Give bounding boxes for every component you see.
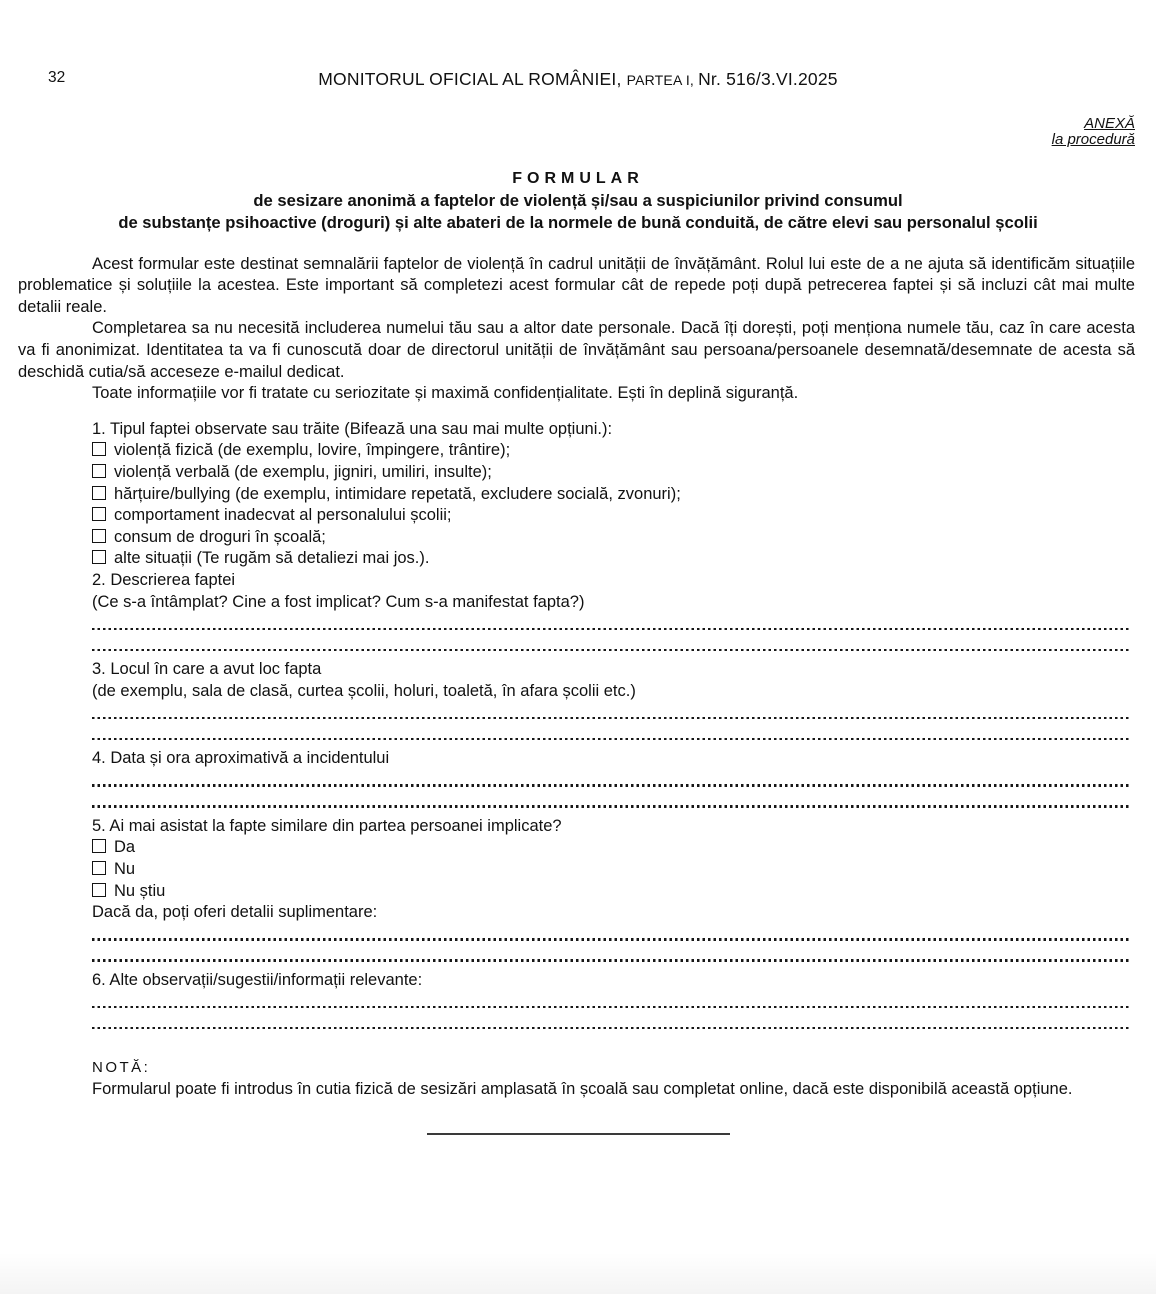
question-5-followup: Dacă da, poți oferi detalii suplimentare: [92, 903, 378, 922]
q1-option-label: hărțuire/bullying (de exemplu, intimidare repetată, excludere socială, zvonuri); [114, 484, 681, 503]
dotted-answer-line [92, 993, 1131, 1014]
annex-line-2: la procedură [1051, 130, 1135, 148]
gazette-title [0, 69, 1156, 90]
note-label: NOTĂ: [92, 1059, 151, 1077]
dotted-answer-line [92, 947, 1131, 968]
q1-option-label: alte situații (Te rugăm să detaliezi mai jos.). [114, 549, 430, 568]
form-subtitle-line2: de substanțe psihoactive (droguri) și alte abateri de la normele de bună conduită, de către elevi sau personalul școlii [118, 212, 1038, 232]
checkbox-icon [92, 839, 106, 853]
intro-paragraph-2: Completarea sa nu necesită includerea numelui tău sau a altor date personale. Dacă îți dorești, poți menționa numele tău, caz în care acesta va fi anonimizat. Identitatea ta va fi cunoscută doar de directorul unității de învățământ sau persoana/persoanele desemnată/desemnate de acesta să deschidă cutia/să acceseze e-mailul dedicat. [18, 319, 1135, 381]
q1-option-label: violență fizică (de exemplu, lovire, împingere, trântire); [114, 441, 511, 460]
q1-option-row [92, 505, 1131, 527]
checkbox-icon [92, 507, 106, 521]
form-body [92, 419, 1131, 1036]
dotted-answer-line [92, 636, 1131, 657]
q1-option-row [92, 484, 1131, 506]
q2-answer-area [92, 615, 1131, 657]
question-1-title: 1. Tipul faptei observate sau trăite (Bifează una sau mai multe opțiuni.): [92, 419, 613, 438]
q1-option-row [92, 527, 1131, 549]
q5-option-label: Nu știu [114, 881, 166, 900]
q5-option-row [92, 881, 1131, 903]
q5-option-row [92, 837, 1131, 859]
form-title: FORMULAR [512, 170, 644, 187]
dotted-answer-line [92, 725, 1131, 746]
q5-answer-area [92, 926, 1131, 968]
question-4-title: 4. Data și ora aproximativă a incidentului [92, 749, 390, 768]
note-text: Formularul poate fi introdus în cutia fizică de sesizări amplasată în școală sau completat online, dacă este disponibilă această opțiune. [92, 1080, 1073, 1099]
q1-option-label: violență verbală (de exemplu, jigniri, umiliri, insulte); [114, 462, 492, 481]
q5-option-row [92, 859, 1131, 881]
checkbox-icon [92, 486, 106, 500]
gazette-title-number: Nr. 516/3.VI.2025 [698, 69, 838, 89]
q1-option-row [92, 548, 1131, 570]
q1-option-label: comportament inadecvat al personalului școlii; [114, 506, 452, 525]
q1-option-label: consum de droguri în școală; [114, 527, 326, 546]
intro-paragraph-3: Toate informațiile vor fi tratate cu seriozitate și maximă confidențialitate. Ești în deplină siguranță. [92, 384, 799, 403]
q5-option-label: Da [114, 838, 136, 857]
checkbox-icon [92, 861, 106, 875]
q1-option-row [92, 462, 1131, 484]
question-5-title: 5. Ai mai asistat la fapte similare din partea persoanei implicate? [92, 816, 562, 835]
question-3-title: 3. Locul în care a avut loc fapta [92, 660, 322, 679]
dotted-answer-line [92, 1014, 1131, 1035]
annex-label [0, 116, 1156, 147]
annex-line-1: ANEXĂ [1084, 115, 1135, 132]
dotted-answer-line [92, 704, 1131, 725]
page-number: 32 [48, 69, 66, 86]
dotted-answer-line [92, 926, 1131, 947]
checkbox-icon [92, 550, 106, 564]
q1-option-row [92, 440, 1131, 462]
q4-answer-area [92, 772, 1131, 814]
end-rule [427, 1133, 730, 1135]
question-2-title: 2. Descrierea faptei [92, 570, 236, 589]
page-header [0, 0, 1156, 91]
dotted-answer-line [92, 793, 1131, 814]
dotted-answer-line [92, 772, 1131, 793]
intro-paragraph-1: Acest formular este destinat semnalării faptelor de violență în cadrul unității de învățământ. Rolul lui este de a ne ajuta să identificăm situațiile problematice și soluțiile la acestea. Este important să completezi acest formular cât de repede poți după petrecerea faptei și să incluzi cât mai multe detalii reale. [18, 254, 1135, 316]
question-6-title: 6. Alte observații/sugestii/informații relevante: [92, 970, 423, 989]
question-3-hint: (de exemplu, sala de clasă, curtea școlii, holuri, toaletă, în afara școlii etc.) [92, 681, 636, 700]
intro-section [18, 254, 1135, 405]
q3-answer-area [92, 704, 1131, 746]
q5-option-label: Nu [114, 860, 136, 879]
checkbox-icon [92, 883, 106, 897]
q6-answer-area [92, 993, 1131, 1035]
question-2-hint: (Ce s-a întâmplat? Cine a fost implicat? Cum s-a manifestat fapta?) [92, 592, 585, 611]
form-subtitle-line1: de sesizare anonimă a faptelor de violență și/sau a suspiciunilor privind consumul [253, 191, 903, 210]
checkbox-icon [92, 529, 106, 543]
dotted-answer-line [92, 615, 1131, 636]
gazette-title-main: MONITORUL OFICIAL AL ROMÂNIEI, [318, 69, 627, 89]
note-section [18, 1057, 1135, 1100]
gazette-title-part: PARTEA I, [626, 72, 699, 88]
page-bottom-shadow [0, 1252, 1156, 1294]
checkbox-icon [92, 464, 106, 478]
checkbox-icon [92, 442, 106, 456]
